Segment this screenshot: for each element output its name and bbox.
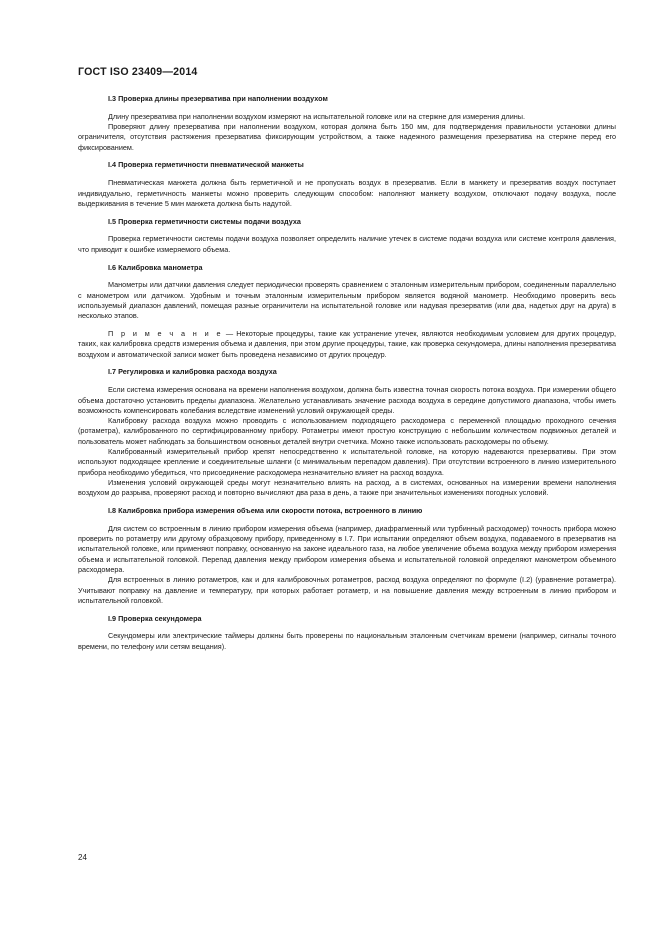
paragraph: Для систем со встроенным в линию прибором измерения объема (например, диафрагменный или турбинный расходомер) точность прибора можно проверить по ротаметру или другому образцовому прибору, приведенному в I.7. При испытании определяют объем воздуха, подаваемого в презерватив на испытательной головке, или применяют поправку, основанную на законе идеального газа, на любое увеличение объема воздуха между прибором измерения объема и испытательной головкой. Перепад давления между прибором измерения объема и испытательной головкой определяют манометром объемного расходомера. <box>78 523 616 574</box>
section-i7 <box>78 367 616 498</box>
paragraph: Изменения условий окружающей среды могут незначительно влиять на расход, а в системах, основанных на измерении времени наполнения воздухом до разрыва, проверяют расход и повторно вычисляют два раза в день, а также при значительных изменениях погодных условий. <box>78 477 616 498</box>
note-text: — Некоторые процедуры, такие как устранение утечек, являются необходимым условием для других процедур, таких, как калибровка средств измерения объема и давления, при этом другие процедуры, такие, как проверка секундомера, длины наполнения презерватива воздухом и автоматической записи может быть проведена независимо от других процедур. <box>78 329 617 359</box>
paragraph: Калибровку расхода воздуха можно проводить с использованием подходящего расходомера с переменной площадью проходного сечения (ротаметра), калиброванного по сертифицированному прибору. Ротаметры имеют простую конструкцию с небольшим количеством подвижных деталей и пользователь может наблюдать за большинством основных деталей внутри счетчика. Можно также использовать расходомеры по объему. <box>78 416 616 446</box>
note-label: П р и м е ч а н и е <box>108 329 223 339</box>
note <box>78 329 616 360</box>
paragraph: Манометры или датчики давления следует периодически проверять сравнением с эталонным измерительным прибором, соединенным параллельно с манометром или датчиком. Удобным и точным эталонным измерительным прибором является водяной манометр. Необходимо проверить весь используемый диапазон давлений, помещая разные ограничители на испытательной головке или надувая презерватив (или два, надетых друг на друга) в несколько этапов. <box>78 280 616 321</box>
page-number: 24 <box>78 853 87 862</box>
paragraph: Если система измерения основана на времени наполнения воздухом, должна быть известна точная скорость потока воздуха. При измерении общего объема достаточно установить пределы диапазона. Желательно устанавливать значение расхода воздуха в середине допустимого диапазона, чтобы иметь возможность компенсировать колебания вследствие изменений условий окружающей среды. <box>78 385 616 415</box>
paragraph: Для встроенных в линию ротаметров, как и для калибровочных ротаметров, расход воздуха определяют по формуле (I.2) (уравнение ротаметра). Учитывают поправку на давление и температуру, при которых работает ротаметр, и на повышение давления между встроенным в линию прибором и испытательной головкой. <box>78 575 616 605</box>
section-heading: I.5 Проверка герметичности системы подачи воздуха <box>108 216 301 226</box>
section-i3 <box>78 94 616 153</box>
document-body <box>78 94 616 652</box>
section-heading: I.3 Проверка длины презерватива при наполнении воздухом <box>108 94 328 103</box>
section-i8 <box>78 506 616 606</box>
paragraph: Проверка герметичности системы подачи воздуха позволяет определить наличие утечек в системе подачи воздуха или системе контроля давления, что приводит к ошибке измеряемого объема. <box>78 234 616 254</box>
section-heading: I.8 Калибровка прибора измерения объема или скорости потока, встроенного в линию <box>108 506 423 515</box>
section-heading: I.7 Регулировка и калибровка расхода воздуха <box>108 367 277 377</box>
paragraph: Секундомеры или электрические таймеры должны быть проверены по национальным эталонным счетчикам времени (например, сигналы точного времени, по телефону или сетям вещания). <box>78 631 616 651</box>
paragraph: Пневматическая манжета должна быть герметичной и не пропускать воздух в презерватив. Если в манжету и презерватив воздух поступает индивидуально, герметичность манжеты можно проверить следующим способом: наполняют манжету воздухом, отключают подачу воздуха, после выдерживания в течение 5 мин манжета должна быть надутой. <box>78 178 616 208</box>
section-i9 <box>78 614 616 652</box>
section-i6 <box>78 263 616 360</box>
paragraph: Длину презерватива при наполнении воздухом измеряют на испытательной головке или на стержне для измерения длины. <box>108 111 526 121</box>
section-heading: I.6 Калибровка манометра <box>108 262 203 272</box>
section-i4 <box>78 160 616 209</box>
paragraph: Проверяют длину презерватива при наполнении воздухом, которая должна быть 150 мм, для подтверждения правильности установки длины ограничителя, отсутствия растяжения презерватива фиксирующим устройством, а также надежного размещения презерватива на стержне перед его фиксированием. <box>78 122 616 152</box>
paragraph: Калиброванный измерительный прибор крепят непосредственно к испытательной головке, на которую надеваются презервативы. При этом используют подходящее крепление и соединительные шланги (с минимальным перепадом давления). При отсутствии встроенного в линию измерительного прибора необходимо убедиться, что присоединение расходомера незначительно влияет на расход воздуха. <box>78 447 616 477</box>
document-header: ГОСТ ISO 23409—2014 <box>78 66 198 78</box>
section-heading: I.9 Проверка секундомера <box>108 613 202 623</box>
section-heading: I.4 Проверка герметичности пневматической манжеты <box>108 160 304 170</box>
section-i5 <box>78 217 616 255</box>
